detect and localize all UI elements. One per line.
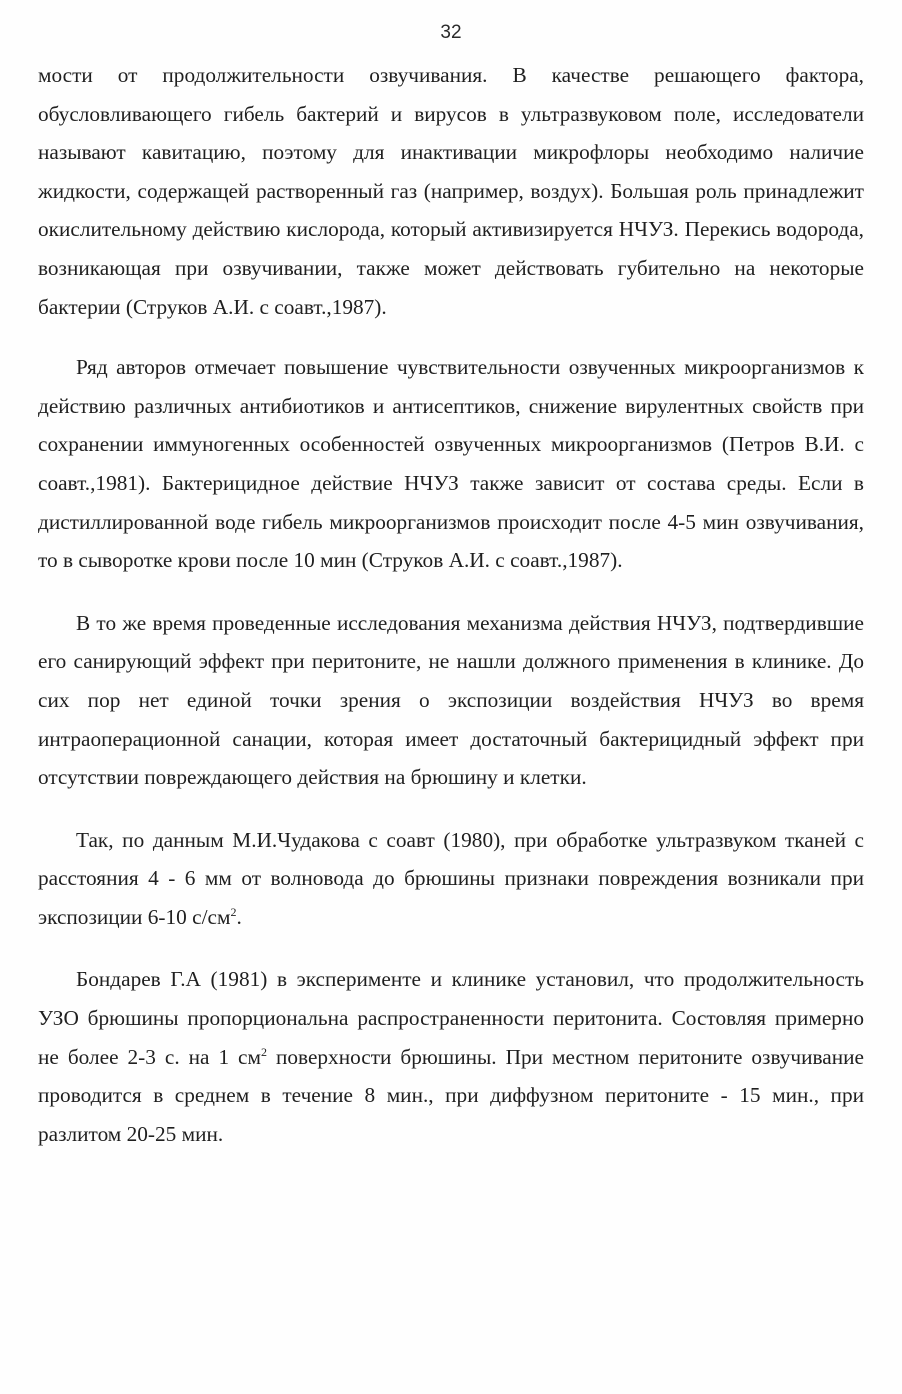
page-number: 32: [440, 22, 462, 43]
paragraph-5-text-end: поверхности брюшины. При местном перитоните озвучивание проводится в среднем в течение 8 мин., при диффузном перитоните - 15 мин., при разлитом 20-25 мин.: [38, 1044, 864, 1146]
superscript-2: 2: [261, 1044, 267, 1059]
paragraph-3: В то же время проведенные исследования механизма действия НЧУЗ, подтвердившие его санирующий эффект при перитоните, не нашли должного применения в клинике. До сих пор нет единой точки зрения о экспозиции воздействия НЧУЗ во время интраоперационной санации, которая имеет достаточный бактерицидный эффект при отсутствии повреждающего действия на брюшину и клетки.: [38, 610, 864, 790]
page-body: [38, 56, 864, 1177]
paragraph-4-text: Так, по данным М.И.Чудакова с соавт (1980), при обработке ультразвуком тканей с расстояния 4 - 6 мм от волновода до брюшины признаки повреждения возникали при экспозиции 6-10 с/см: [38, 827, 864, 929]
superscript-2: 2: [230, 904, 237, 919]
paragraph-4: [38, 821, 864, 937]
paragraph-5: [38, 960, 864, 1153]
paragraph-4-end: .: [236, 904, 242, 929]
paragraph-5-text-start: Бондарев Г.А (1981) в эксперименте и клинике установил, что продолжительность УЗО брюшины пропорциональна распространенности перитонита. Состовляя примерно не более 2-3 с. на 1 см: [38, 967, 864, 1069]
paragraph-1: мости от продолжительности озвучивания. В качестве решающего фактора, обусловливающего гибель бактерий и вирусов в ультразвуковом поле, исследователи называют кавитацию, поэтому для инактивации микрофлоры необходимо наличие жидкости, содержащей растворенный газ (например, воздух). Большая роль принадлежит окислительному действию кислорода, который активизируется НЧУЗ. Перекись водорода, возникающая при озвучивании, также может действовать губительно на некоторые бактерии (Струков А.И. с соавт.,1987).: [38, 63, 864, 319]
paragraph-2: Ряд авторов отмечает повышение чувствительности озвученных микроорганизмов к действию различных антибиотиков и антисептиков, снижение вирулентных свойств при сохранении иммуногенных особенностей озвученных микроорганизмов (Петров В.И. с соавт.,1981). Бактерицидное действие НЧУЗ также зависит от состава среды. Если в дистиллированной воде гибель микроорганизмов происходит после 4-5 мин озвучивания, то в сыворотке крови после 10 мин (Струков А.И. с соавт.,1987).: [38, 355, 864, 573]
